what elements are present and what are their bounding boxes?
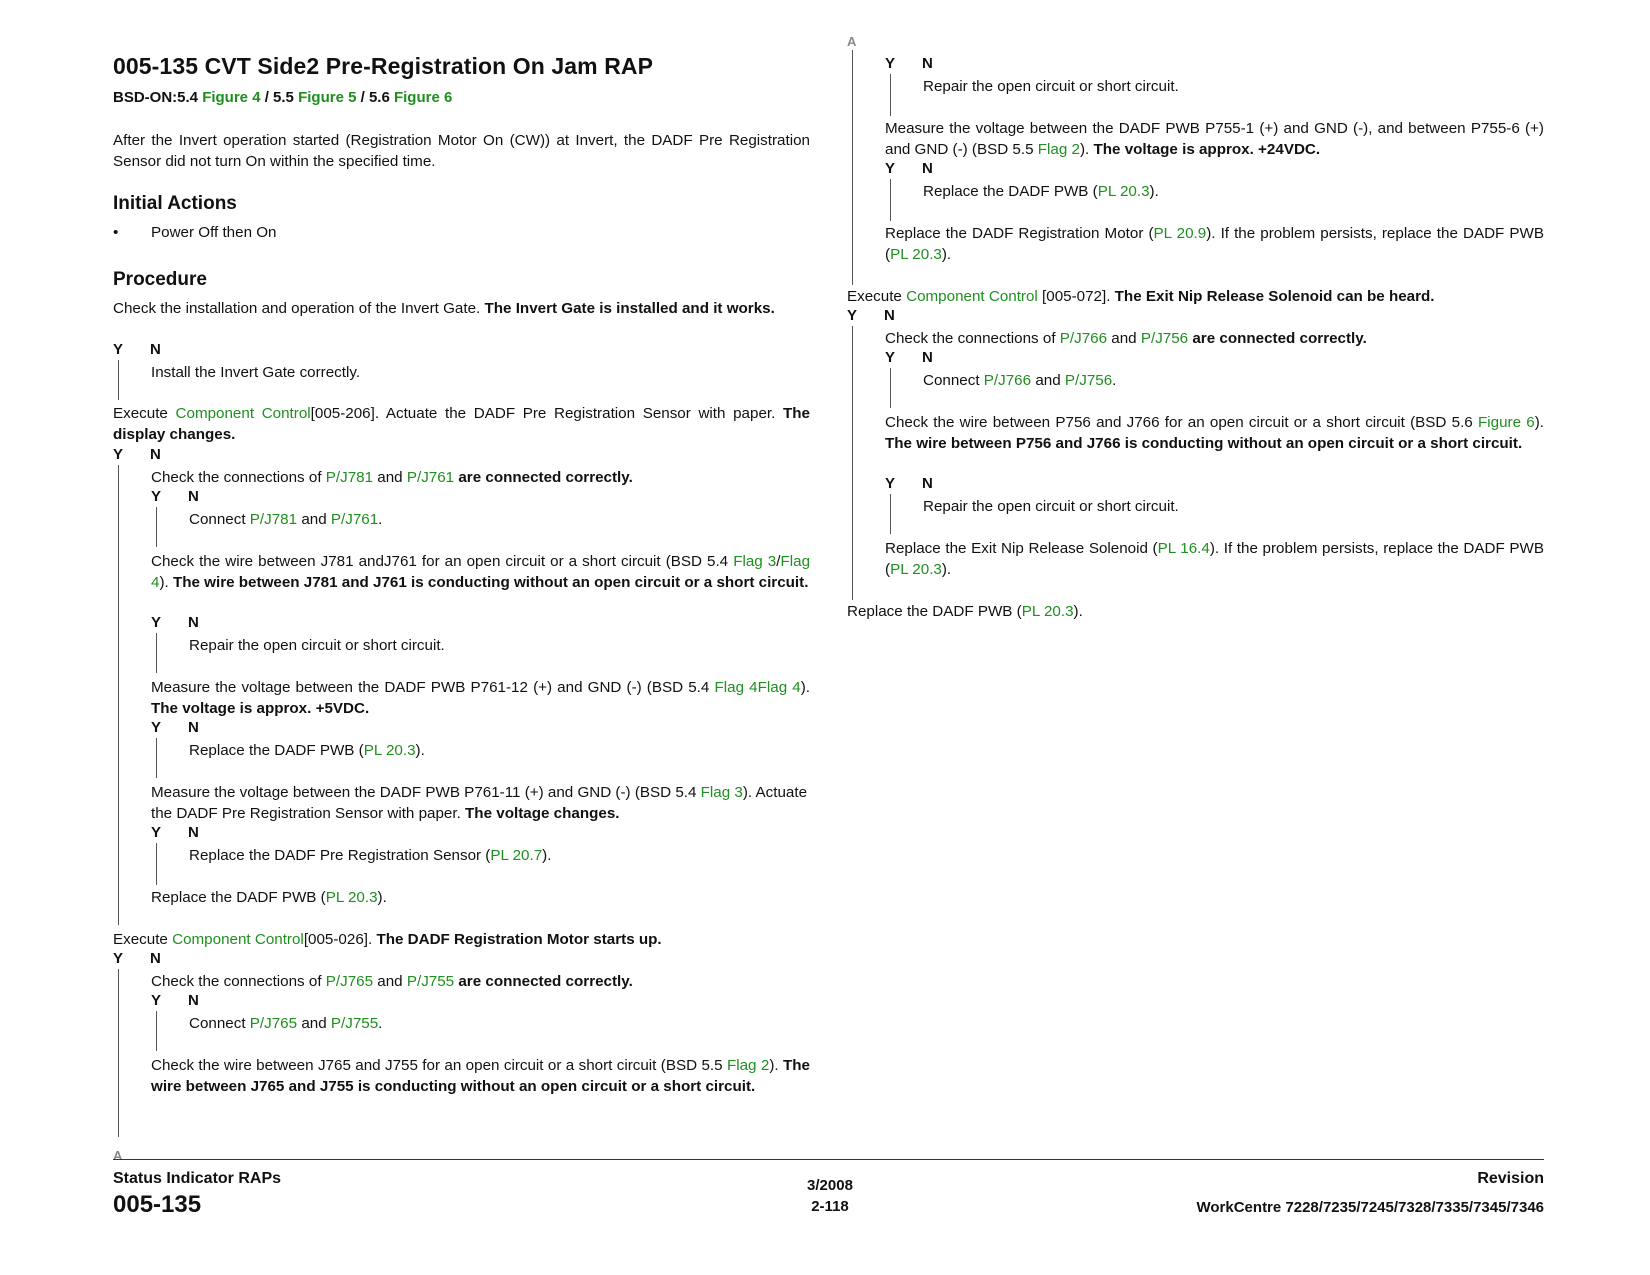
component-control-link[interactable]: Component Control xyxy=(175,405,311,422)
figure-6-link[interactable]: Figure 6 xyxy=(393,89,453,106)
component-control-link[interactable]: Component Control xyxy=(172,931,304,948)
step-connect-pj765-pj755: Connect P/J765 and P/J755. xyxy=(189,1015,383,1032)
figure-6-link[interactable]: Figure 6 xyxy=(1477,414,1535,431)
branch-line xyxy=(118,969,119,1137)
pl-20-3-link[interactable]: PL 20.3 xyxy=(890,561,942,578)
footer-section: Status Indicator RAPs xyxy=(113,1170,282,1187)
step-check-wire-p756-j766: Check the wire between P756 and J766 for an open circuit or a short circuit (BSD 5.6 Figure 6). The wire between P756 and J766 is conducting without an open circuit or a short circuit. xyxy=(885,414,1544,452)
branch-line xyxy=(890,74,891,116)
flag-2-link[interactable]: Flag 2 xyxy=(726,1057,770,1074)
branch-line xyxy=(156,738,157,778)
pl-20-3-link[interactable]: PL 20.3 xyxy=(325,889,378,906)
bsd-references xyxy=(113,89,452,106)
pj781-link[interactable]: P/J781 xyxy=(325,469,374,486)
step-check-wire-j781-j761: Check the wire between J781 andJ761 for an open circuit or a short circuit (BSD 5.4 Flag 3/Flag 4). The wire between J781 and J761 is conducting without an open circuit or a short circuit. xyxy=(151,553,811,591)
pl-20-3-link[interactable]: PL 20.3 xyxy=(363,742,416,759)
branch-line xyxy=(852,50,853,285)
step-component-control-072: Execute Component Control [005-072]. The Exit Nip Release Solenoid can be heard. xyxy=(847,288,1435,305)
flag-2-link[interactable]: Flag 2 xyxy=(1037,141,1080,158)
footer-revision: Revision xyxy=(1477,1170,1544,1187)
yes-no-header: Y N xyxy=(151,488,199,505)
step-replace-exit-nip-solenoid: Replace the Exit Nip Release Solenoid (PL 16.4). If the problem persists, replace the DADF PWB (PL 20.3). xyxy=(885,540,1544,578)
step-component-control-206: Execute Component Control[005-206]. Actuate the DADF Pre Registration Sensor with paper. The display changes. xyxy=(113,405,810,443)
step-check-pj781-pj761: Check the connections of P/J781 and P/J761 are connected correctly. xyxy=(151,469,633,486)
yes-no-header: Y N xyxy=(113,341,161,358)
pj761-link[interactable]: P/J761 xyxy=(406,469,455,486)
step-measure-p755: Measure the voltage between the DADF PWB P755-1 (+) and GND (-), and between P755-6 (+) and GND (-) (BSD 5.5 Flag 2). The voltage is approx. +24VDC. xyxy=(885,120,1544,158)
bsd-separator: / 5.6 xyxy=(356,89,394,106)
step-install-invert-gate: Install the Invert Gate correctly. xyxy=(151,364,361,381)
step-connect-pj766-pj756: Connect P/J766 and P/J756. xyxy=(923,372,1117,389)
procedure-heading: Procedure xyxy=(113,269,207,290)
branch-line xyxy=(156,1011,157,1051)
figure-4-link[interactable]: Figure 4 xyxy=(202,89,261,106)
figure-5-link[interactable]: Figure 5 xyxy=(298,89,357,106)
pj765-link[interactable]: P/J765 xyxy=(325,973,374,990)
step-connect-pj781-pj761: Connect P/J781 and P/J761. xyxy=(189,511,383,528)
flag-3-link[interactable]: Flag 3 xyxy=(700,784,743,801)
step-repair-circuit: Repair the open circuit or short circuit. xyxy=(923,498,1179,515)
step-check-invert-gate: Check the installation and operation of the Invert Gate. The Invert Gate is installed and it works. xyxy=(113,300,775,317)
pj781-link[interactable]: P/J781 xyxy=(249,511,298,528)
step-measure-p761-12: Measure the voltage between the DADF PWB P761-12 (+) and GND (-) (BSD 5.4 Flag 4Flag 4). The voltage is approx. +5VDC. xyxy=(151,679,810,717)
yes-no-header: Y N xyxy=(151,719,199,736)
initial-action-item: Power Off then On xyxy=(151,224,277,241)
pj755-link[interactable]: P/J755 xyxy=(406,973,455,990)
pj756-link[interactable]: P/J756 xyxy=(1140,330,1189,347)
flag-4-link[interactable]: Flag 4 xyxy=(714,679,758,696)
step-replace-dadf-pwb: Replace the DADF PWB (PL 20.3). xyxy=(847,603,1083,620)
footer-page-number: 2-118 xyxy=(811,1198,849,1215)
yes-no-header: Y N xyxy=(885,55,933,72)
yes-no-header: Y N xyxy=(885,349,933,366)
branch-line xyxy=(156,633,157,673)
pl-20-3-link[interactable]: PL 20.3 xyxy=(1097,183,1150,200)
flag-4-link[interactable]: Flag 4 xyxy=(757,679,801,696)
pl-20-3-link[interactable]: PL 20.3 xyxy=(1021,603,1074,620)
branch-line xyxy=(890,179,891,221)
pj761-link[interactable]: P/J761 xyxy=(330,511,379,528)
flag-4-link[interactable]: Flag 4 xyxy=(151,553,811,591)
branch-line xyxy=(156,507,157,547)
connector-label: A xyxy=(113,1148,123,1163)
pj766-link[interactable]: P/J766 xyxy=(983,372,1032,389)
pj766-link[interactable]: P/J766 xyxy=(1059,330,1108,347)
bsd-separator: / 5.5 xyxy=(260,89,299,106)
footer-rule xyxy=(113,1159,1544,1160)
step-measure-p761-11: Measure the voltage between the DADF PWB P761-11 (+) and GND (-) (BSD 5.4 Flag 3). Actuate the DADF Pre Registration Sensor with paper. The voltage changes. xyxy=(151,784,808,822)
pj756-link[interactable]: P/J756 xyxy=(1064,372,1113,389)
connector-label: A xyxy=(847,34,857,49)
pl-20-9-link[interactable]: PL 20.9 xyxy=(1153,225,1207,242)
branch-line xyxy=(118,360,119,400)
yes-no-header: Y N xyxy=(113,446,161,463)
yes-no-header: Y N xyxy=(151,824,199,841)
footer-product: WorkCentre 7228/7235/7245/7328/7335/7345/7346 xyxy=(1196,1199,1544,1216)
branch-line xyxy=(118,465,119,925)
initial-actions-heading: Initial Actions xyxy=(113,193,237,214)
bsd-prefix: BSD-ON:5.4 xyxy=(113,89,203,106)
step-check-pj766-pj756: Check the connections of P/J766 and P/J756 are connected correctly. xyxy=(885,330,1367,347)
footer-code: 005-135 xyxy=(113,1191,202,1218)
step-check-wire-j765-j755: Check the wire between J765 and J755 for an open circuit or a short circuit (BSD 5.5 Flag 2). The wire between J765 and J755 is conducting without an open circuit or a short circuit. xyxy=(151,1057,811,1095)
step-replace-registration-motor: Replace the DADF Registration Motor (PL 20.9). If the problem persists, replace the DADF PWB (PL 20.3). xyxy=(885,225,1544,263)
pl-20-7-link[interactable]: PL 20.7 xyxy=(490,847,543,864)
yes-no-header: Y N xyxy=(151,614,199,631)
step-replace-dadf-pwb: Replace the DADF PWB (PL 20.3). xyxy=(923,183,1159,200)
footer-date: 3/2008 xyxy=(807,1177,853,1194)
step-replace-pre-reg-sensor: Replace the DADF Pre Registration Sensor (PL 20.7). xyxy=(189,847,552,864)
pj765-link[interactable]: P/J765 xyxy=(249,1015,298,1032)
step-replace-dadf-pwb: Replace the DADF PWB (PL 20.3). xyxy=(151,889,387,906)
yes-no-header: Y N xyxy=(885,475,933,492)
yes-no-header: Y N xyxy=(885,160,933,177)
flag-3-link[interactable]: Flag 3 xyxy=(733,553,777,570)
pl-20-3-link[interactable]: PL 20.3 xyxy=(890,246,942,263)
step-repair-circuit: Repair the open circuit or short circuit. xyxy=(189,637,445,654)
step-check-pj765-pj755: Check the connections of P/J765 and P/J755 are connected correctly. xyxy=(151,973,633,990)
branch-line xyxy=(890,494,891,534)
step-component-control-026: Execute Component Control[005-026]. The DADF Registration Motor starts up. xyxy=(113,931,662,948)
bullet-marker: • xyxy=(113,224,119,241)
step-replace-dadf-pwb: Replace the DADF PWB (PL 20.3). xyxy=(189,742,425,759)
branch-line xyxy=(890,368,891,408)
component-control-link[interactable]: Component Control xyxy=(906,288,1038,305)
pl-16-4-link[interactable]: PL 16.4 xyxy=(1157,540,1210,557)
page-title: 005-135 CVT Side2 Pre-Registration On Jam RAP xyxy=(113,53,654,79)
step-repair-circuit: Repair the open circuit or short circuit. xyxy=(923,78,1179,95)
pj755-link[interactable]: P/J755 xyxy=(330,1015,379,1032)
branch-line xyxy=(156,843,157,885)
yes-no-header: Y N xyxy=(113,950,161,967)
yes-no-header: Y N xyxy=(151,992,199,1009)
yes-no-header: Y N xyxy=(847,307,895,324)
intro-text: After the Invert operation started (Registration Motor On (CW)) at Invert, the DADF Pre Registration Sensor did not turn On within the specified time. xyxy=(113,132,810,170)
branch-line xyxy=(852,326,853,600)
